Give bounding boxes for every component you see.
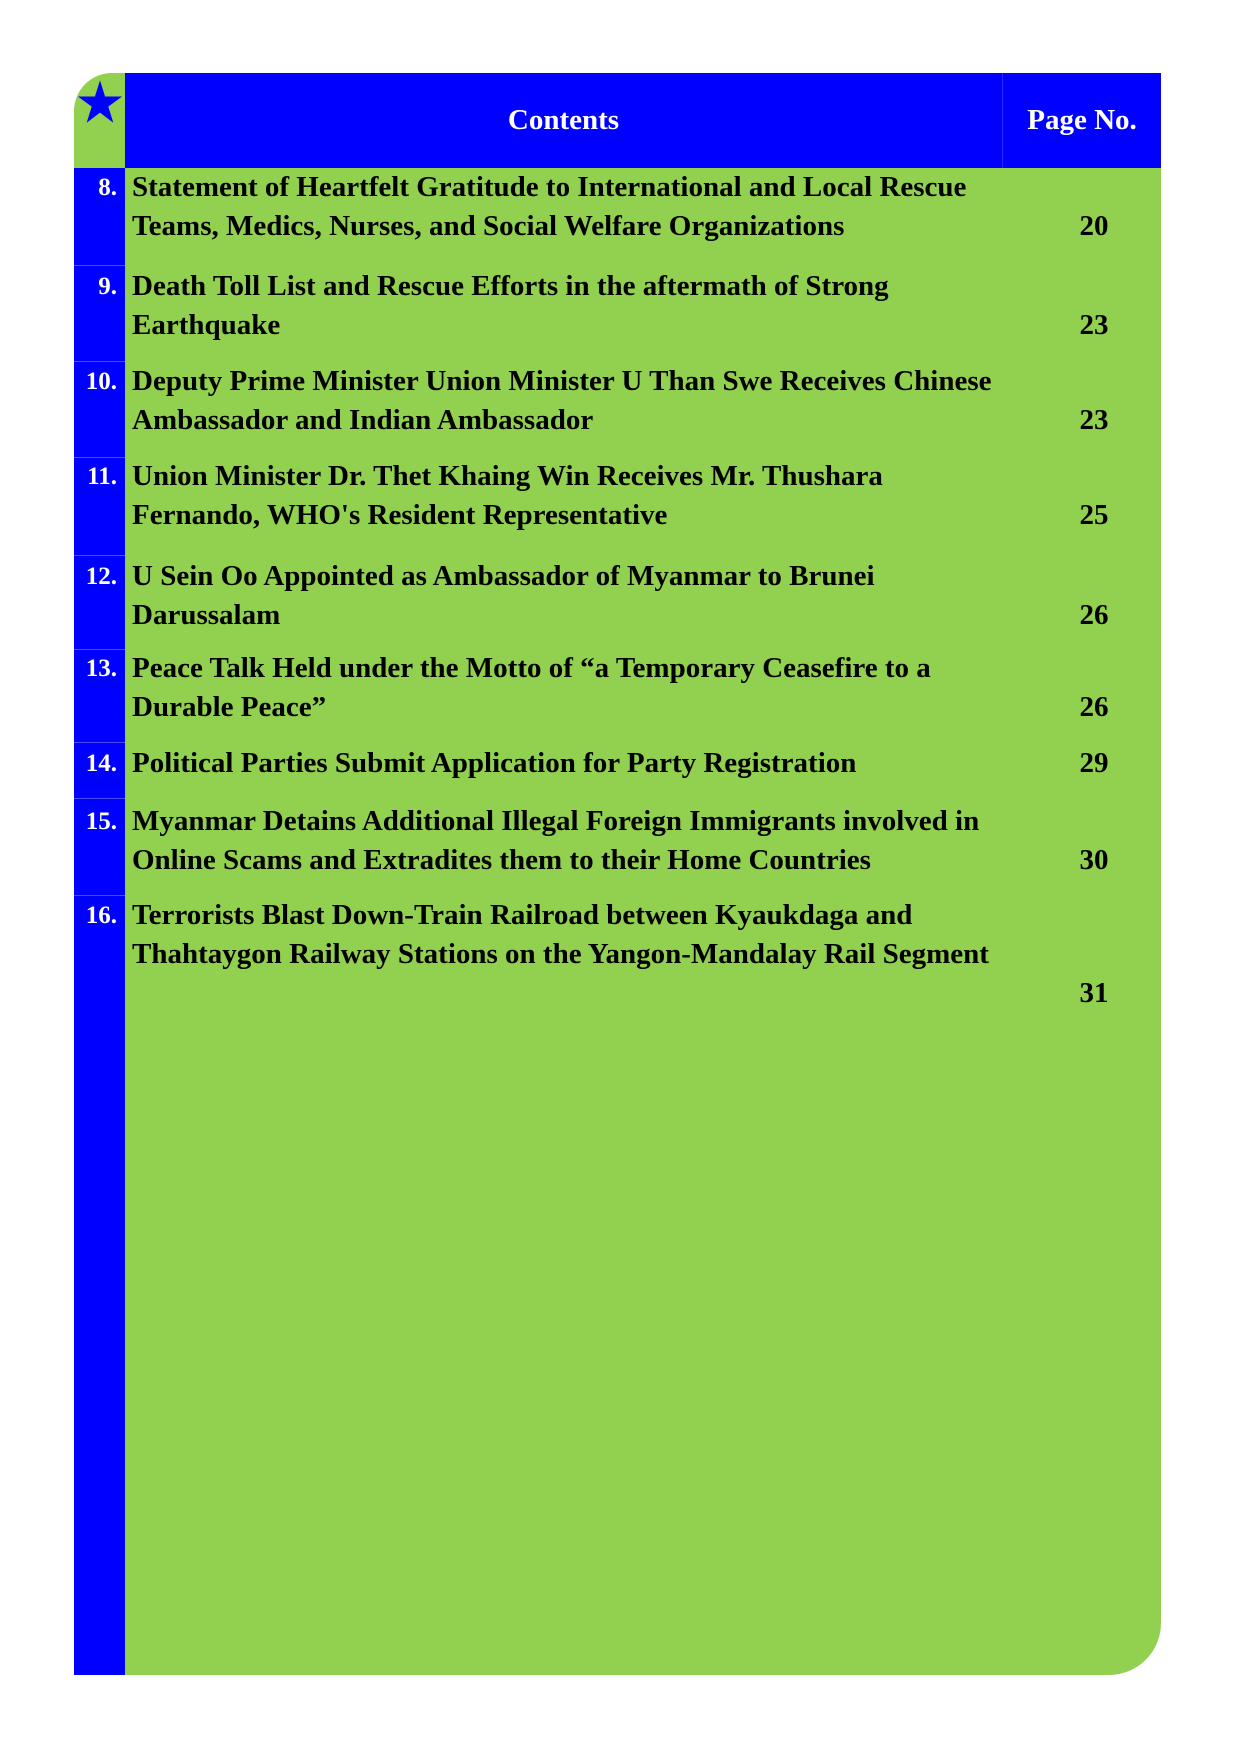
toc-entry[interactable] [74, 742, 1161, 798]
entry-number: 9. [98, 273, 117, 300]
entry-title[interactable]: Statement of Heartfelt Gratitude to International and Local Rescue Teams, Medics, Nurses, and Social Welfare Organizations [132, 171, 967, 242]
entry-page-number: 31 [1079, 977, 1109, 1009]
entry-number: 12. [85, 563, 117, 590]
entry-title[interactable]: U Sein Oo Appointed as Ambassador of Myanmar to Brunei Darussalam [132, 560, 875, 631]
entry-number: 10. [85, 368, 117, 395]
entry-number: 13. [85, 655, 117, 682]
entry-title[interactable]: Union Minister Dr. Thet Khaing Win Receives Mr. Thushara Fernando, WHO's Resident Representative [132, 460, 883, 531]
entry-title[interactable]: Peace Talk Held under the Motto of “a Temporary Ceasefire to a Durable Peace” [132, 652, 931, 723]
entry-title[interactable]: Deputy Prime Minister Union Minister U Than Swe Receives Chinese Ambassador and Indian Ambassador [132, 365, 992, 436]
entry-page-number: 20 [1079, 210, 1109, 242]
entry-page-number: 30 [1079, 844, 1109, 876]
entry-number: 16. [85, 902, 117, 929]
toc-entry[interactable] [74, 265, 1161, 361]
toc-entry[interactable] [74, 555, 1161, 649]
toc-entry[interactable] [74, 168, 1161, 265]
contents-heading: Contents [507, 104, 620, 136]
entry-number: 11. [87, 463, 117, 490]
entry-title[interactable]: Death Toll List and Rescue Efforts in the aftermath of Strong Earthquake [132, 270, 889, 341]
page-number-heading: Page No. [1027, 104, 1137, 136]
entry-page-number: 23 [1079, 309, 1109, 341]
star-icon [77, 79, 123, 125]
entry-number: 8. [98, 174, 117, 201]
entry-title[interactable]: Political Parties Submit Application for Party Registration [132, 747, 857, 779]
entry-title[interactable]: Terrorists Blast Down-Train Railroad between Kyaukdaga and Thahtaygon Railway Stations on the Yangon-Mandalay Rail Segment [132, 899, 989, 970]
toc-entry[interactable] [74, 649, 1161, 742]
contents-panel [74, 73, 1161, 1675]
entry-number: 15. [85, 808, 117, 835]
toc-entry[interactable] [74, 457, 1161, 555]
entry-page-number: 23 [1079, 404, 1109, 436]
entry-title[interactable]: Myanmar Detains Additional Illegal Foreign Immigrants involved in Online Scams and Extradites them to their Home Countries [132, 805, 980, 876]
entry-page-number: 29 [1079, 747, 1109, 779]
toc-entry[interactable] [74, 361, 1161, 457]
entry-page-number: 26 [1079, 599, 1109, 631]
toc-entry[interactable] [74, 895, 1161, 1035]
toc-entry[interactable] [74, 798, 1161, 895]
entry-page-number: 25 [1079, 499, 1109, 531]
entry-number: 14. [85, 750, 117, 777]
entry-page-number: 26 [1079, 691, 1109, 723]
